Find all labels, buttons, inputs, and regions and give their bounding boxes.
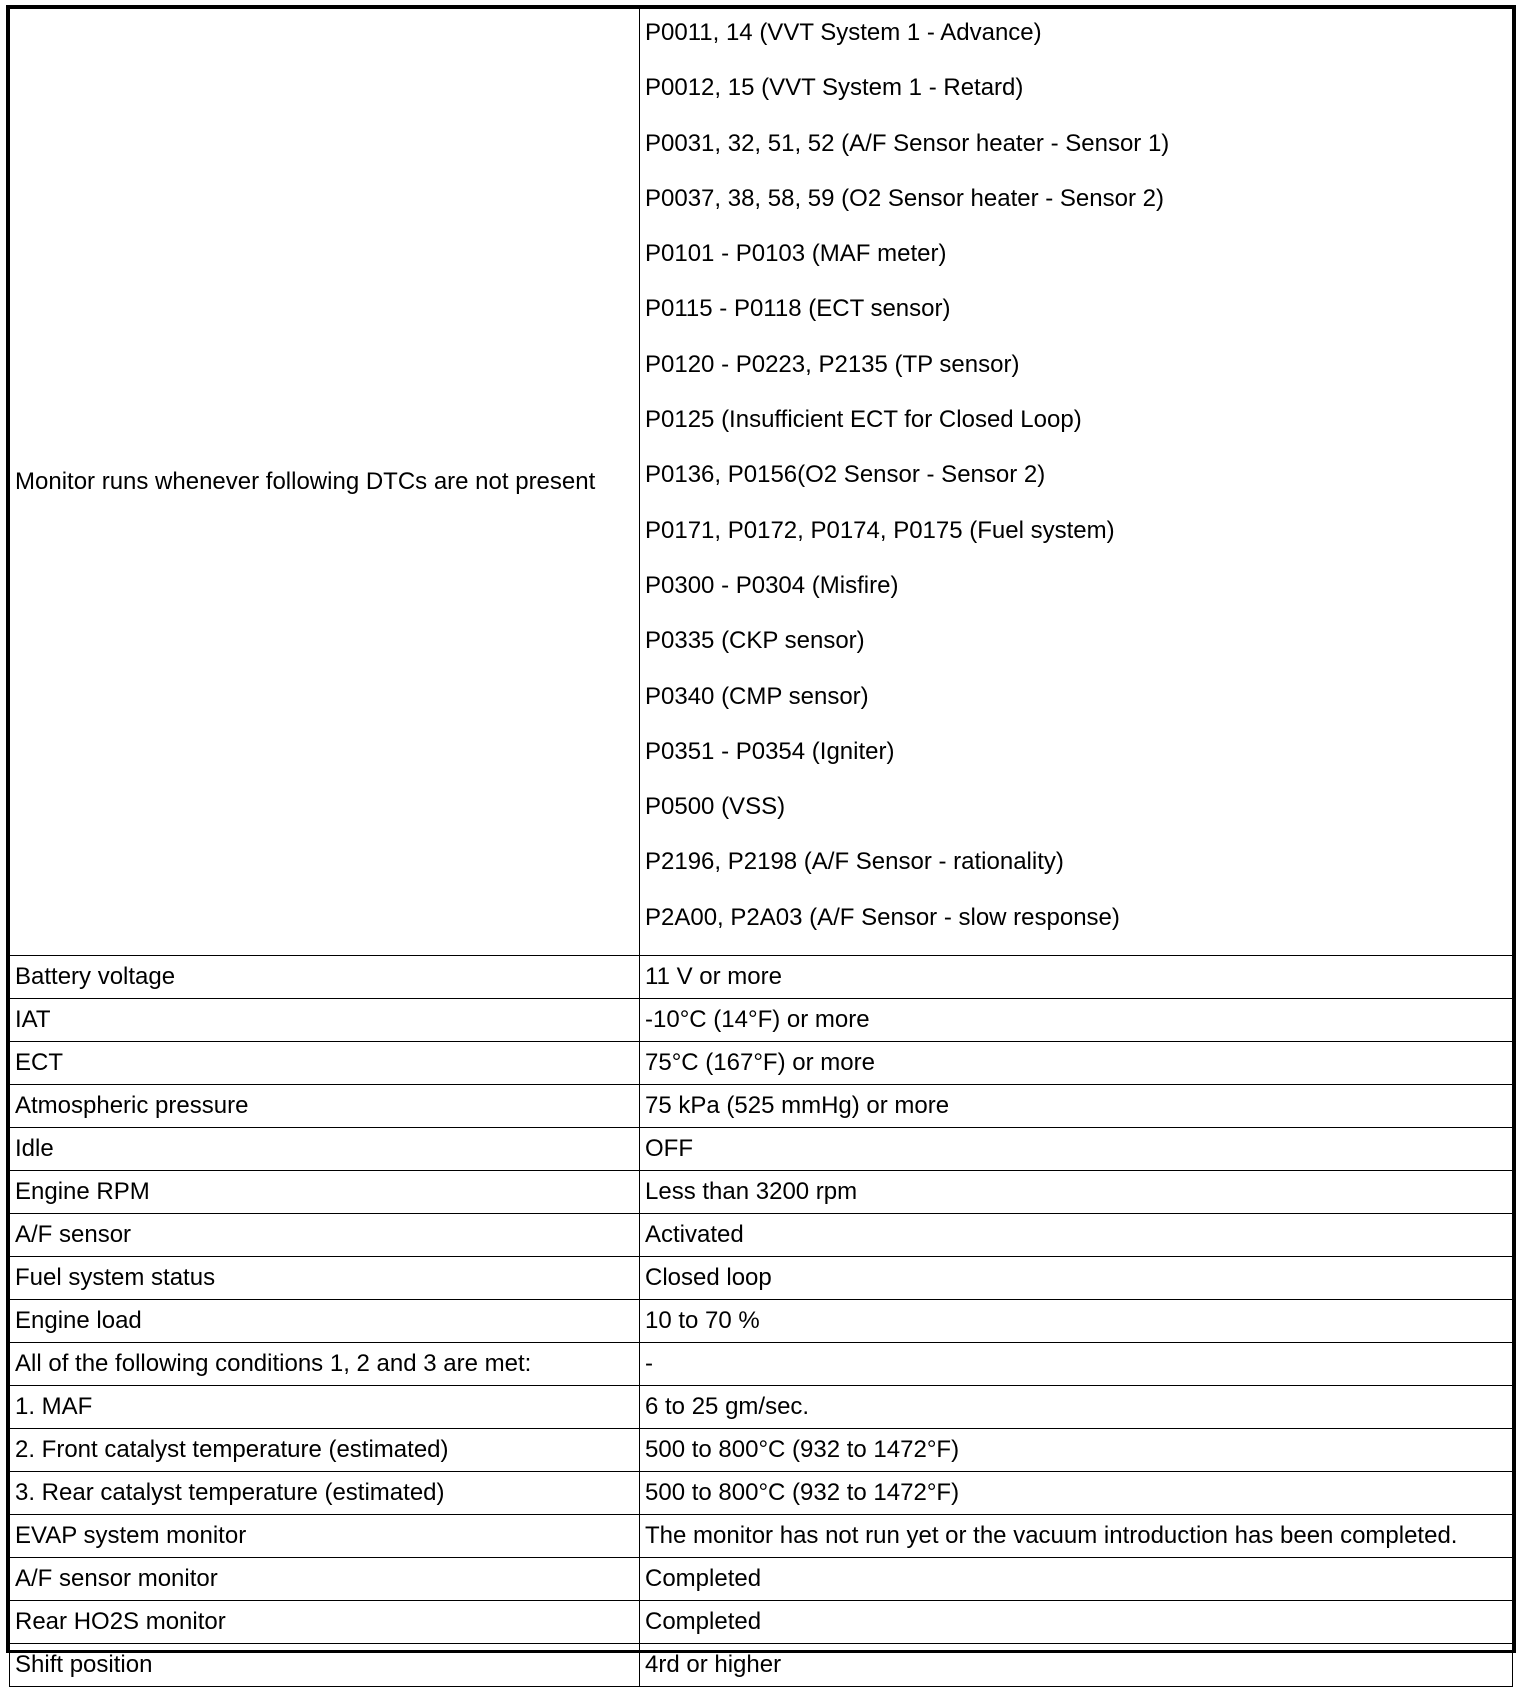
condition-item: A/F sensor xyxy=(10,1214,640,1257)
dtc-exclusion-cell xyxy=(640,9,1513,956)
table-row xyxy=(10,1171,1513,1214)
condition-item: 3. Rear catalyst temperature (estimated) xyxy=(10,1472,640,1515)
condition-value: 500 to 800°C (932 to 1472°F) xyxy=(640,1429,1513,1472)
dtc-code-item: P0011, 14 (VVT System 1 - Advance) xyxy=(645,19,1042,46)
condition-item: Fuel system status xyxy=(10,1257,640,1300)
dtc-code-item: P0136, P0156(O2 Sensor - Sensor 2) xyxy=(645,461,1046,489)
table-row xyxy=(10,999,1513,1042)
condition-value: Completed xyxy=(640,1558,1513,1601)
dtc-code-item: P0171, P0172, P0174, P0175 (Fuel system) xyxy=(645,516,1115,544)
dtc-code-item: P0340 (CMP sensor) xyxy=(645,682,869,710)
dtc-code-item: P0351 - P0354 (Igniter) xyxy=(645,737,895,765)
condition-value: 75°C (167°F) or more xyxy=(640,1042,1513,1085)
table-row xyxy=(10,1644,1513,1687)
condition-item: All of the following conditions 1, 2 and 3 are met: xyxy=(10,1343,640,1386)
table-row xyxy=(10,1257,1513,1300)
condition-item: Idle xyxy=(10,1128,640,1171)
table-row xyxy=(10,1472,1513,1515)
table-row xyxy=(10,1128,1513,1171)
dtc-exclusion-label: Monitor runs whenever following DTCs are not present xyxy=(10,9,640,956)
condition-item: Shift position xyxy=(10,1644,640,1687)
conditions-table-body xyxy=(10,9,1513,1687)
condition-item: Atmospheric pressure xyxy=(10,1085,640,1128)
conditions-sheet xyxy=(6,5,1516,1679)
table-row xyxy=(10,1515,1513,1558)
dtc-code-item: P0300 - P0304 (Misfire) xyxy=(645,571,899,599)
condition-value: -10°C (14°F) or more xyxy=(640,999,1513,1042)
condition-item: 2. Front catalyst temperature (estimated) xyxy=(10,1429,640,1472)
dtc-code-item: P0120 - P0223, P2135 (TP sensor) xyxy=(645,350,1020,378)
condition-item: Engine load xyxy=(10,1300,640,1343)
table-row xyxy=(10,1085,1513,1128)
conditions-table xyxy=(9,8,1513,1687)
table-row xyxy=(10,1429,1513,1472)
condition-item: IAT xyxy=(10,999,640,1042)
dtc-code-item: P0101 - P0103 (MAF meter) xyxy=(645,240,947,268)
condition-value: Activated xyxy=(640,1214,1513,1257)
condition-value: 10 to 70 % xyxy=(640,1300,1513,1343)
table-row xyxy=(10,1042,1513,1085)
condition-item: EVAP system monitor xyxy=(10,1515,640,1558)
dtc-code-item: P0031, 32, 51, 52 (A/F Sensor heater - Sensor 1) xyxy=(645,129,1170,157)
condition-value: Completed xyxy=(640,1601,1513,1644)
table-row xyxy=(10,1386,1513,1429)
dtc-code-item: P0335 (CKP sensor) xyxy=(645,627,865,655)
condition-value: 75 kPa (525 mmHg) or more xyxy=(640,1085,1513,1128)
condition-item: ECT xyxy=(10,1042,640,1085)
dtc-code-item: P0115 - P0118 (ECT sensor) xyxy=(645,295,951,323)
dtc-code-item: P0037, 38, 58, 59 (O2 Sensor heater - Sensor 2) xyxy=(645,184,1164,212)
dtc-code-item: P2196, P2198 (A/F Sensor - rationality) xyxy=(645,848,1064,876)
table-row xyxy=(10,1343,1513,1386)
table-row xyxy=(10,1214,1513,1257)
table-row xyxy=(10,1300,1513,1343)
condition-value: The monitor has not run yet or the vacuum introduction has been completed. xyxy=(640,1515,1513,1558)
condition-item: A/F sensor monitor xyxy=(10,1558,640,1601)
dtc-code-list xyxy=(645,9,1512,955)
condition-value: 11 V or more xyxy=(640,956,1513,999)
condition-value: Less than 3200 rpm xyxy=(640,1171,1513,1214)
condition-value: OFF xyxy=(640,1128,1513,1171)
table-row xyxy=(10,956,1513,999)
table-row xyxy=(10,1601,1513,1644)
condition-value: Closed loop xyxy=(640,1257,1513,1300)
dtc-code-item: P0125 (Insufficient ECT for Closed Loop) xyxy=(645,406,1082,434)
table-row xyxy=(10,1558,1513,1601)
dtc-code-item: P2A00, P2A03 (A/F Sensor - slow response) xyxy=(645,903,1120,931)
dtc-exclusion-row xyxy=(10,9,1513,956)
condition-item: Battery voltage xyxy=(10,956,640,999)
condition-item: Engine RPM xyxy=(10,1171,640,1214)
dtc-code-item: P0500 (VSS) xyxy=(645,793,786,821)
condition-item: 1. MAF xyxy=(10,1386,640,1429)
condition-value: 500 to 800°C (932 to 1472°F) xyxy=(640,1472,1513,1515)
condition-value: - xyxy=(640,1343,1513,1386)
dtc-code-item: P0012, 15 (VVT System 1 - Retard) xyxy=(645,74,1024,102)
condition-value: 4rd or higher xyxy=(640,1644,1513,1687)
condition-value: 6 to 25 gm/sec. xyxy=(640,1386,1513,1429)
condition-item: Rear HO2S monitor xyxy=(10,1601,640,1644)
